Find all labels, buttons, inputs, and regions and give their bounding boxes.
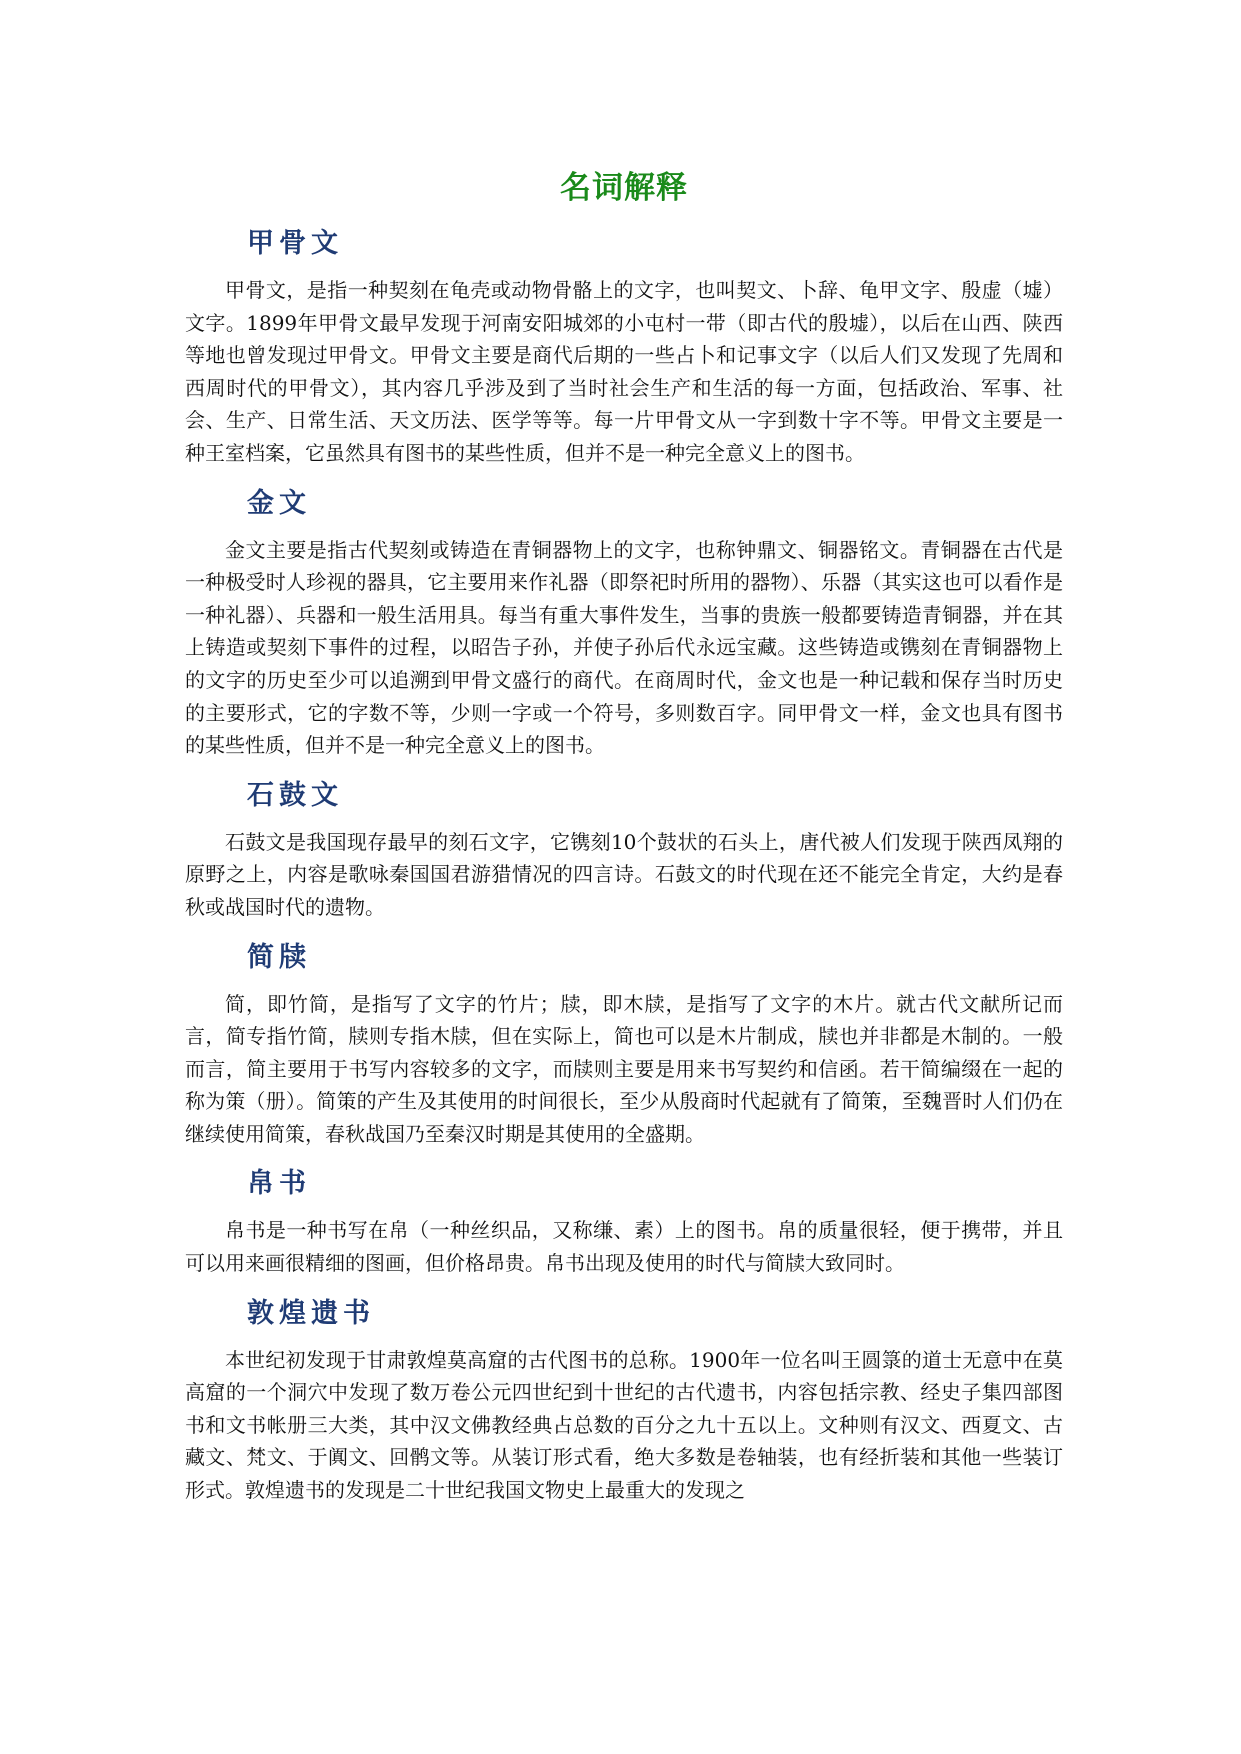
section-heading: 帛书 — [247, 1168, 311, 1200]
section-body: 本世纪初发现于甘肃敦煌莫高窟的古代图书的总称。1900年一位名叫王圆箓的道士无意中在莫高窟的一个洞穴中发现了数万卷公元四世纪到十世纪的古代遗书，内容包括宗教、经史子集四部图书和文书帐册三大类，其中汉文佛教经典占总数的百分之九十五以上。文种则有汉文、西夏文、古藏文、梵文、于阗文、回鹘文等。从装订形式看，绝大多数是卷轴装，也有经折装和其他一些装订形式。敦煌遗书的发现是二十世纪我国文物史上最重大的发现之 — [185, 1347, 1063, 1503]
section-heading: 甲骨文 — [247, 228, 343, 259]
section-heading: 金文 — [247, 487, 311, 519]
document-title: 名词解释 — [560, 170, 688, 206]
section-heading: 石鼓文 — [247, 779, 343, 811]
section-jiaguwen — [185, 224, 1063, 470]
section-body: 简，即竹简，是指写了文字的竹片；牍，即木牍，是指写了文字的木片。就古代文献所记而言，简专指竹简，牍则专指木牍，但在实际上，简也可以是木片制成，牍也并非都是木制的。一般而言，简主要用于书写内容较多的文字，而牍则主要是用来书写契约和信函。若干简编缀在一起的称为策（册）。简策的产生及其使用的时间很长，至少从殷商时代起就有了简策，至魏晋时人们仍在继续使用简策，春秋战国乃至秦汉时期是其使用的全盛期。 — [185, 991, 1063, 1146]
section-body: 帛书是一种书写在帛（一种丝织品，又称缣、素）上的图书。帛的质量很轻，便于携带，并且可以用来画很精细的图画，但价格昂贵。帛书出现及使用的时代与简牍大致同时。 — [185, 1218, 1063, 1276]
section-boshu — [185, 1164, 1063, 1279]
section-heading: 敦煌遗书 — [247, 1297, 375, 1329]
section-jiandu — [185, 938, 1063, 1151]
section-dunhuang-yishu — [185, 1294, 1063, 1507]
section-body: 石鼓文是我国现存最早的刻石文字，它镌刻10个鼓状的石头上，唐代被人们发现于陕西凤翔的原野之上，内容是歌咏秦国国君游猎情况的四言诗。石鼓文的时代现在还不能完全肯定，大约是春秋或战国时代的遗物。 — [185, 829, 1063, 919]
section-shiguwen — [185, 776, 1063, 924]
section-body: 甲骨文，是指一种契刻在龟壳或动物骨骼上的文字，也叫契文、卜辞、龟甲文字、殷虚（墟）文字。1899年甲骨文最早发现于河南安阳城郊的小屯村一带（即古代的殷墟），以后在山西、陕西等地也曾发现过甲骨文。甲骨文主要是商代后期的一些占卜和记事文字（以后人们又发现了先周和西周时代的甲骨文），其内容几乎涉及到了当时社会生产和生活的每一方面，包括政治、军事、社会、生产、日常生活、天文历法、医学等等。每一片甲骨文从一字到数十字不等。甲骨文主要是一种王室档案，它虽然具有图书的某些性质，但并不是一种完全意义上的图书。 — [185, 278, 1063, 465]
document-page — [185, 168, 1063, 1521]
section-jinwen — [185, 484, 1063, 762]
section-body: 金文主要是指古代契刻或铸造在青铜器物上的文字，也称钟鼎文、铜器铭文。青铜器在古代是一种极受时人珍视的器具，它主要用来作礼器（即祭祀时所用的器物）、乐器（其实这也可以看作是一种礼器）、兵器和一般生活用具。每当有重大事件发生，当事的贵族一般都要铸造青铜器，并在其上铸造或契刻下事件的过程，以昭告子孙，并使子孙后代永远宝藏。这些铸造或镌刻在青铜器物上的文字的历史至少可以追溯到甲骨文盛行的商代。在商周时代，金文也是一种记载和保存当时历史的主要形式，它的字数不等，少则一字或一个符号，多则数百字。同甲骨文一样，金文也具有图书的某些性质，但并不是一种完全意义上的图书。 — [185, 537, 1063, 758]
section-heading: 简牍 — [247, 941, 311, 973]
